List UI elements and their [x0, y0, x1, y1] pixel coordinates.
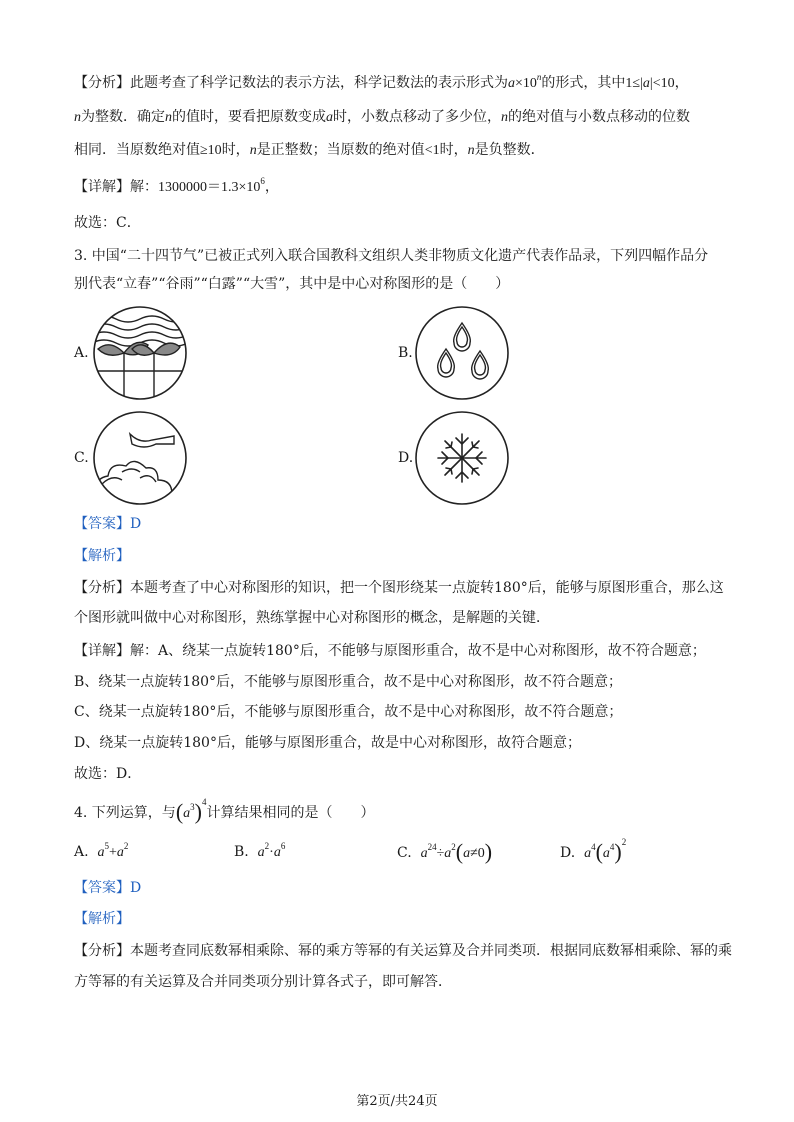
q4-answer: 【答案】D [74, 880, 142, 896]
option-a-image-lichun [92, 305, 188, 401]
option-b-image-guyu [414, 305, 510, 401]
q3-option-b-label: B. [398, 345, 413, 361]
q4-option-a: A. $a^5+a^2$ [74, 841, 129, 860]
q4-option-b: B. $a^2\cdot a^6$ [234, 841, 286, 860]
q4-option-d: D. $a^4(a^4)^2$ [560, 837, 627, 864]
q3-stem-line1: 3. 中国“二十四节气”已被正式列入联合国教科文组织人类非物质文化遗产代表作品录，下列四幅作品分 [74, 248, 709, 264]
q2-analysis-line1: 【分析】此题考查了科学记数法的表示方法，科学记数法的表示形式为$a\times 10^n$的形式，其中1≤|a|<10， [74, 72, 689, 91]
q3-option-c-label: C. [74, 450, 89, 466]
q2-analysis-line2: n为整数．确定n的值时，要看把原数变成a时，小数点移动了多少位，n的绝对值与小数点移动的位数 [74, 109, 690, 125]
q3-jiexi-heading: 【解析】 [74, 548, 130, 564]
q3-detail-line4: D、绕某一点旋转180°后，能够与原图形重合，故是中心对称图形，故符合题意； [74, 735, 581, 751]
q2-choice: 故选：C． [74, 215, 141, 231]
option-c-image-bailu [92, 410, 188, 506]
q3-detail-line1: 【详解】解：A、绕某一点旋转180°后，不能够与原图形重合，故不是中心对称图形，故不符合题意； [74, 643, 706, 659]
q3-answer: 【答案】D [74, 516, 142, 532]
q4-stem: 4. 下列运算，与$(a^3)^4$计算结果相同的是（ ） [74, 797, 375, 824]
q3-option-a-label: A. [74, 345, 89, 361]
q4-jiexi-heading: 【解析】 [74, 911, 130, 927]
page-footer: 第2页/共24页 [356, 1094, 438, 1109]
q3-detail-line2: B、绕某一点旋转180°后，不能够与原图形重合，故不是中心对称图形，故不符合题意； [74, 674, 623, 690]
option-d-image-daxue-snowflake [414, 410, 510, 506]
q3-option-d-label: D. [398, 450, 414, 466]
q2-analysis-line3: 相同．当原数绝对值≥10时，n是正整数；当原数的绝对值<1时，n是负整数． [74, 142, 545, 158]
q3-analysis-line2: 个图形就叫做中心对称图形，熟练掌握中心对称图形的概念，是解题的关键． [74, 610, 550, 626]
q3-choice: 故选：D． [74, 766, 142, 782]
q4-option-c: C. $a^{24}\div a^2(a\ne 0)$ [397, 839, 493, 864]
q4-analysis-line1: 【分析】本题考查同底数幂相乘除、幂的乘方等幂的有关运算及合并同类项．根据同底数幂相乘除、幂的乘 [74, 943, 732, 959]
q3-stem-line2: 别代表“立春”“谷雨”“白露”“大雪”，其中是中心对称图形的是（ ） [74, 276, 510, 292]
q3-detail-line3: C、绕某一点旋转180°后，不能够与原图形重合，故不是中心对称图形，故不符合题意； [74, 704, 623, 720]
q2-detail-line: 【详解】解：$1300000=1.3\times 10^6$， [74, 176, 279, 195]
q3-analysis-line1: 【分析】本题考查了中心对称图形的知识，把一个图形绕某一点旋转180°后，能够与原图形重合，那么这 [74, 580, 724, 596]
q4-analysis-line2: 方等幂的有关运算及合并同类项分别计算各式子，即可解答． [74, 974, 452, 990]
